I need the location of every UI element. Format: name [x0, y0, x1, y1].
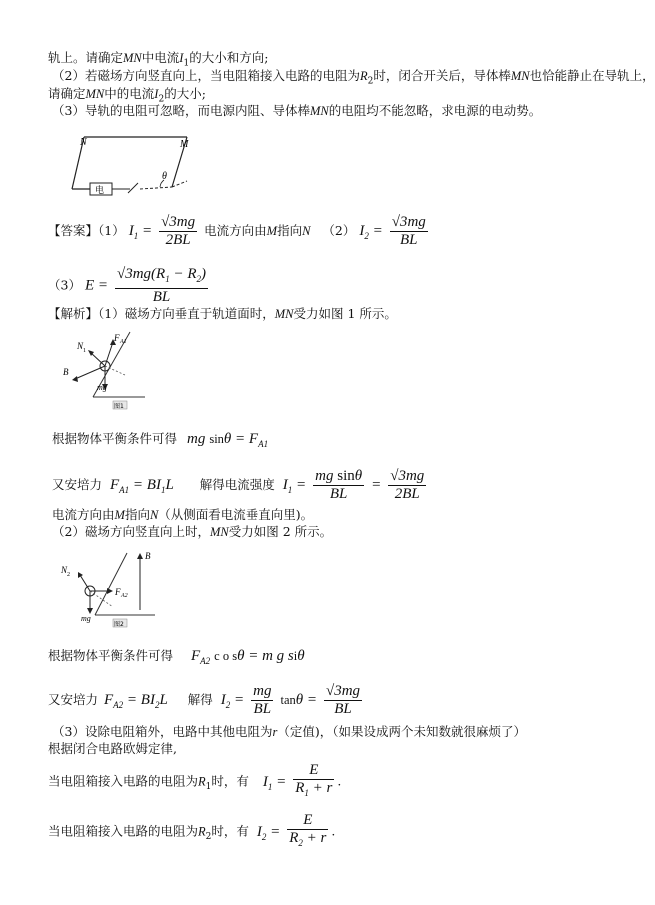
ohm-law: 根据闭合电路欧姆定律,: [48, 741, 177, 756]
equilibrium-2: 根据物体平衡条件可得 $F_{A2}$ c o sθ = m g siθ: [48, 648, 305, 666]
label-fa2-sub: A2: [121, 593, 128, 599]
rail-diagram: [62, 125, 202, 205]
label-mg: mg: [97, 383, 107, 392]
equilibrium-1: 根据物体平衡条件可得 mg $\sin\theta = F_{A1}$: [52, 431, 269, 449]
label-n1: N: [77, 341, 84, 351]
answer-line-3: （3） E = $\frac{√3mg(R_1 - R_2)}{BL}$: [48, 266, 207, 305]
question-2-line-1: （2）若磁场方向竖直向上，当电阻箱接入电路的电阻为$R_2$时，闭合开关后，导体棒MN也恰能静止在导轨上，: [52, 68, 655, 87]
figure-2-caption: 图2: [114, 621, 124, 628]
ampere-force-1: 又安培力 $F_{A1} = BI_1L$ 解得电流强度 $I_1$ = $\frac{\text{mg sinθ}}{BL}$ = $\frac{√3mg}{2BL}$: [52, 468, 425, 502]
question-1-tail: 轨上。请确定MN中电流$I_1$的大小和方向;: [48, 50, 269, 69]
label-theta: θ: [162, 171, 167, 182]
force-diagram-2: [55, 545, 165, 630]
analysis-part-2: （2）磁场方向竖直向上时，MN受力如图 2 所示。: [52, 524, 333, 539]
ampere-force-2: 又安培力 $F_{A2} = BI_2L$ 解得 $I_2$ = $\frac{mg}{BL}$ tanθ = $\frac{√3mg}{BL}$: [48, 683, 361, 717]
force-diagram-1: [55, 327, 155, 412]
battery-label: 电: [95, 186, 105, 196]
label-n2: N: [61, 565, 68, 575]
analysis-heading: 【解析】（1）磁场方向垂直于轨道面时，MN受力如图 1 所示。: [48, 306, 397, 321]
analysis-part-3: （3）设除电阻箱外，电路中其他电阻为r（定值)，（如果设成两个未知数就很麻烦了）: [52, 724, 526, 739]
label-mg: mg: [81, 614, 91, 623]
label-n1-sub: 1: [83, 348, 86, 354]
question-2-line-2: 请确定MN中的电流$I_2$的大小;: [48, 86, 206, 105]
question-3: （3）导轨的电阻可忽略，而电源内阻、导体棒MN的电阻均不能忽略，求电源的电动势。: [52, 103, 542, 118]
label-fa1-sub: A1: [120, 339, 127, 345]
current-direction: 电流方向由M指向N（从侧面看电流垂直向里)。: [52, 507, 314, 522]
figure-1-caption: 图1: [114, 403, 124, 410]
label-b: B: [63, 367, 69, 377]
case-r1: 当电阻箱接入电路的电阻为$R_1$时，有 $I_1$ = $\frac{E}{R_1 + r}$ .: [48, 762, 342, 798]
case-r2: 当电阻箱接入电路的电阻为$R_2$时，有 $I_2$ = $\frac{E}{R_2 + r}$ .: [48, 812, 336, 848]
label-fa2: F: [115, 587, 121, 597]
label-m: M: [180, 139, 189, 150]
label-b: B: [145, 551, 151, 561]
label-n2-sub: 2: [67, 572, 70, 578]
answer-line-1: 【答案】（1） $I_1$ = $\frac{√3mg}{2BL}$ 电流方向由M指向N （2） $I_2$ = $\frac{√3mg}{BL}$: [48, 214, 426, 248]
label-n: N: [80, 137, 87, 148]
label-fa1: F: [114, 333, 120, 343]
